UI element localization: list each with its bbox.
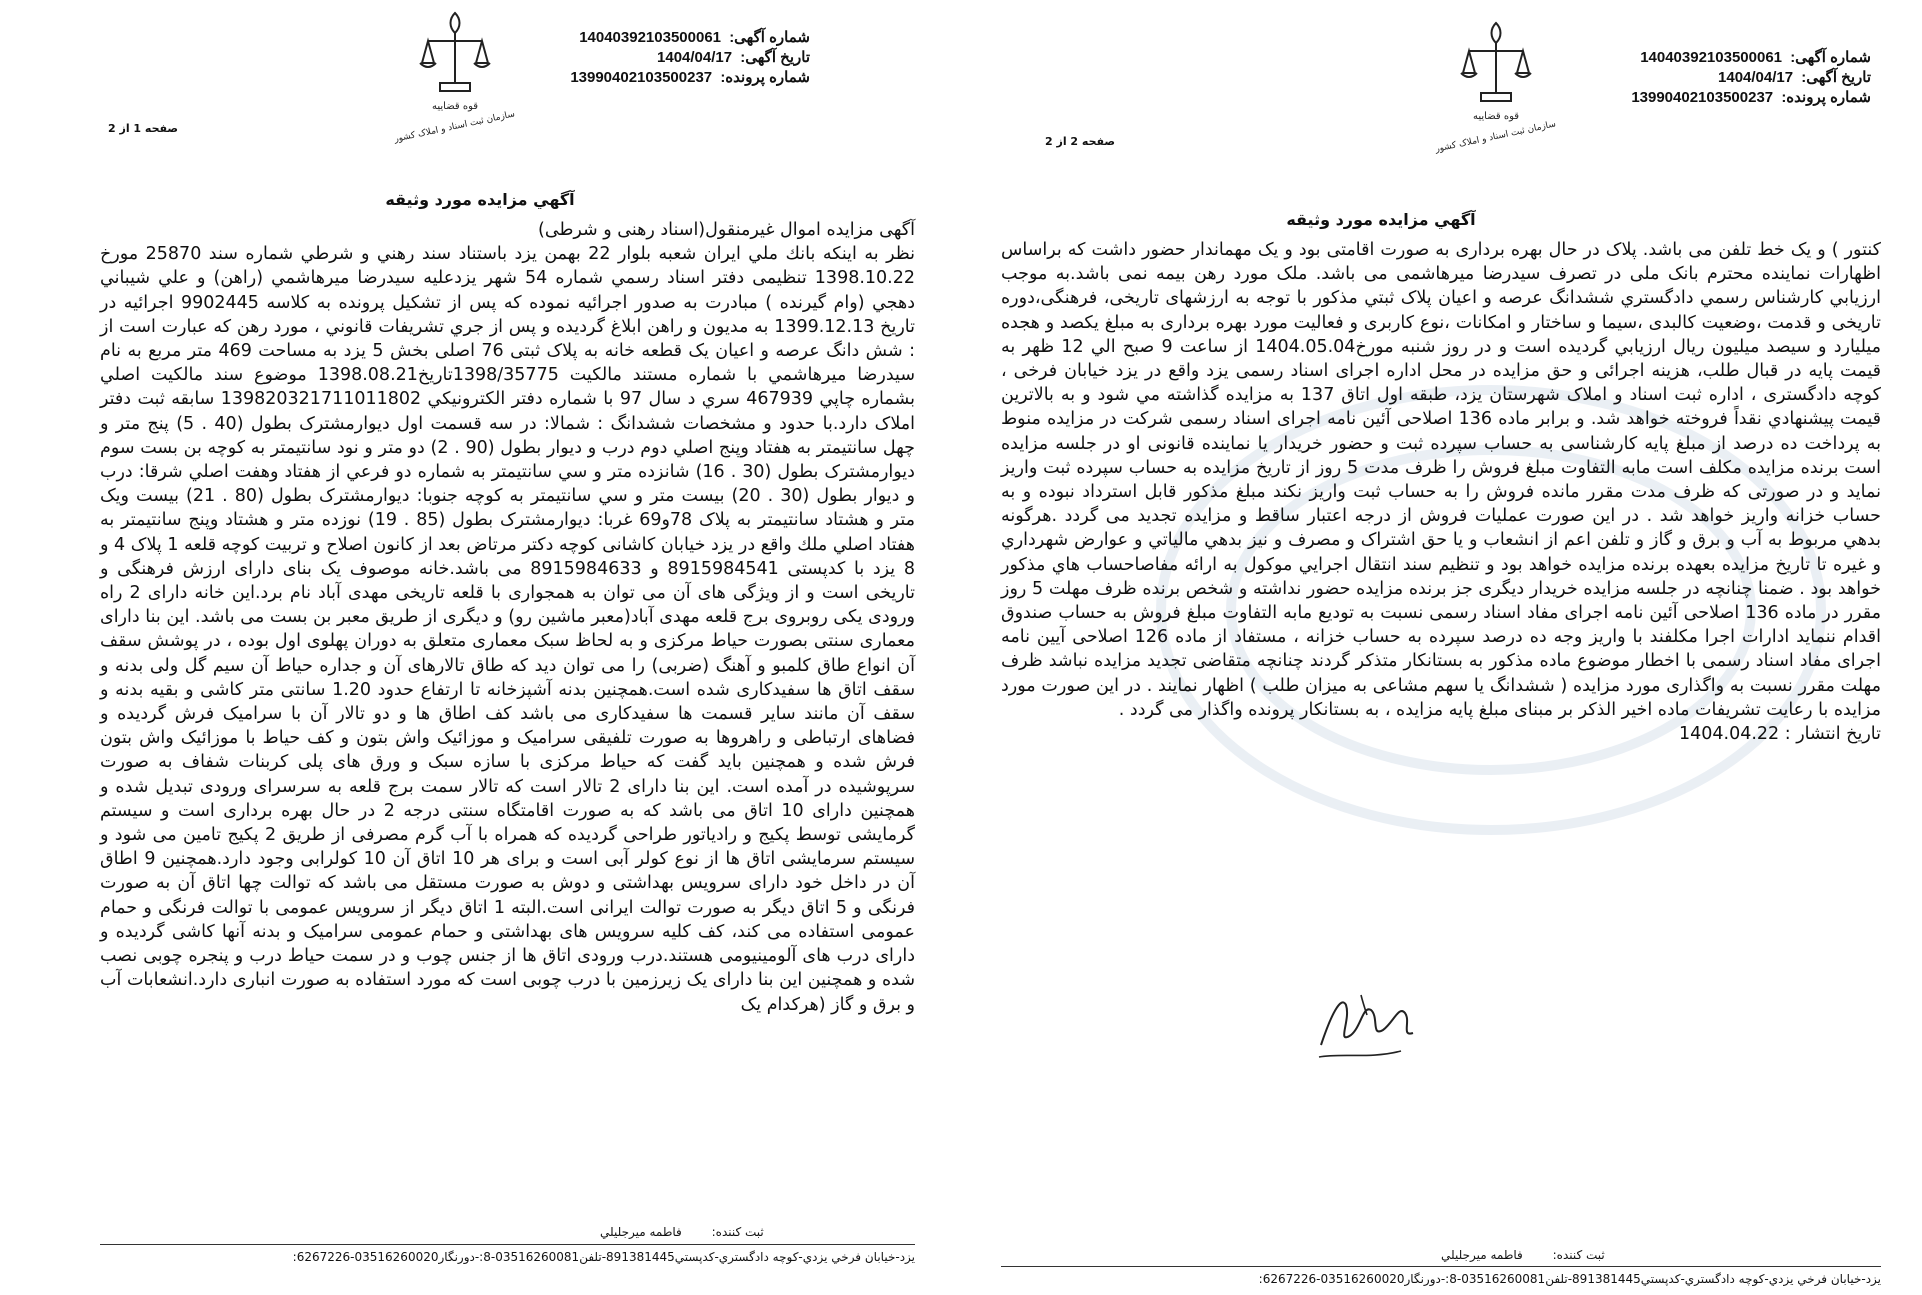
registrar-name: فاطمه ميرجليلي	[600, 1225, 682, 1239]
case-number: 13990402103500237	[1631, 89, 1774, 106]
registrar	[1441, 1248, 1605, 1262]
case-number-label: شماره پرونده:	[1781, 89, 1871, 106]
notice-date-label: تاریخ آگهی:	[740, 49, 810, 66]
judiciary-emblem-graphic	[1434, 15, 1557, 155]
emblem-org-name: سازمان ثبت اسناد و املاک کشور	[1434, 119, 1557, 155]
notice-number-row	[1551, 48, 1871, 68]
notice-date-label: تاریخ آگهی:	[1801, 69, 1871, 86]
notice-body-text: کنتور ) و یک خط تلفن می باشد. پلاک در حال بهره برداری به صورت اقامتی بود و یک مهماندار حضور داشت که براساس اظهارات نماینده محترم بانک ملی در تصرف سیدرضا میرهاشمی می باشد. ملک مورد رهن بیمه نمی باشد.به موجب ارزيابي كارشناس رسمي دادگستري ششدانگ عرصه و اعیان پلاک ثبتي مذکور با توجه به ارزشهای تاریخی، فرهنگی،دوره تاریخی و قدمت ،وضعیت کالبدی ،سیما و ساختار و امکانات ،نوع کاربری و فعالیت مورد بهره برداری به مبلغ یکصد و هجده میلیارد و سیصد میلیون ريال ارزيابي گرديده است و در روز شنبه مورخ1404.05.04 از ساعت 9 صبح الي 12 ظهر به قيمت پايه در قبال طلب، هزینه اجرائی و حق مزایده در محل اداره اجرای اسناد رسمی یزد واقع در يزد خيابان فرخی ، کوچه دادگستری ، اداره ثبت اسناد و املاک شهرستان یزد، طبقه اول اتاق 137 به مزايده گذاشته مي شود و به بالاترين قيمت پيشنهادي نقداً فروخته خواهد شد. و برابر ماده 136 اصلاحی آئین نامه اجرای اسناد رسمی شرکت در مزایده منوط به پرداخت ده درصد از مبلغ پایه کارشناسی به حساب سپرده ثبت و حضور خریدار یا نماینده قانونی او در جلسه مزایده است برنده مزایده مکلف است مابه التفاوت مبلغ فروش را ظرف مدت 5 روز از تاریخ مزایده به حساب سپرده ثبت واریز نماید و در صورتی که ظرف مدت مقرر مانده فروش را به حساب ثبت واریز نکند مبلغ مذکور قابل استرداد نبوده و به حساب خزانه واریز خواهد شد . در این صورت عملیات فروش از درجه اعتبار ساقط و مزایده تجدید می گردد .هرگونه بدهي مربوط به آب و برق و گاز و تلفن اعم از انشعاب و یا حق اشتراک و مصرف و نيز بدهي مالياتي و عوارض شهرداري و غيره تا تاريخ مزايده بعهده برنده مزايده خواهد بود و تنظيم سند انتقال اجرايي موكول به ارائه مفاصاحساب هاي مذكور خواهد بود . ضمنا چنانچه در جلسه مزایده خریدار دیگری جز برنده مزایده حضور نداشته و شخص برنده ظرف مهلت 5 روز مقرر در ماده 136 اصلاحی آئین نامه اجرای مفاد اسناد رسمی نسبت به توديع مابه التفاوت مبلغ فروش به حساب صندوق اقدام ننماید ادارات اجرا مکلفند با واریز وجه ده درصد سپرده به حساب خزانه ، مستفاد از ماده 126 اصلاحی آیین نامه اجرای مفاد اسناد رسمی با اخطار موضوع ماده مذکور به بستانکار متذکر گردند چنانچه متقاضی تجدید مزایده نباشد ظرف مهلت مقرر نسبت به واگذاری مورد مزایده ( ششدانگ یا سهم مشاعی به میزان طلب ) اظهار نمایند . در این صورت مورد مزایده با رعایت تشریفات ماده اخیر الذکر بر مبنای مبلغ پایه مزایده ، به بستانکار پرونده واگذار می گردد .	[1001, 240, 1882, 720]
case-number: 13990402103500237	[570, 69, 713, 86]
judiciary-emblem-icon	[393, 5, 516, 145]
footer-divider	[100, 1244, 915, 1245]
notice-number-label: شماره آگهی:	[729, 29, 810, 46]
notice-number: 14040392103500061	[579, 29, 722, 46]
page-2	[961, 0, 1922, 1295]
document-title: آگهي مزايده مورد وثيقه	[385, 190, 575, 209]
notice-date-row	[1551, 68, 1871, 88]
emblem-caption: قوه قضاییه	[431, 101, 479, 112]
notice-number-label: شماره آگهی:	[1790, 49, 1871, 66]
notice-date: 1404/04/17	[657, 49, 733, 66]
publish-date-row	[1001, 722, 1881, 746]
notice-body	[100, 218, 915, 1218]
registrar	[600, 1225, 764, 1239]
document-title: آگهي مزايده مورد وثيقه	[1286, 210, 1476, 229]
notice-number: 14040392103500061	[1640, 49, 1783, 66]
publish-date-label: تاريخ انتشار :	[1784, 724, 1881, 745]
page-indicator: صفحه 1 از 2	[108, 122, 179, 135]
registrar-label: ثبت كننده:	[1552, 1248, 1605, 1262]
notice-meta	[1551, 48, 1871, 108]
document-subtitle: آگهی مزایده اموال غیرمنقول(اسناد رهنی و شرطی)	[538, 220, 915, 240]
emblem-org-name: سازمان ثبت اسناد و املاک کشور	[393, 109, 516, 145]
registrar-label: ثبت كننده:	[711, 1225, 764, 1239]
judiciary-emblem-graphic	[393, 5, 516, 145]
case-number-label: شماره پرونده:	[720, 69, 810, 86]
publish-date: 1404.04.22	[1678, 724, 1780, 745]
registrar-name: فاطمه ميرجليلي	[1441, 1248, 1523, 1262]
notice-body-text: نظر به اینکه بانك ملي ايران شعبه بلوار 22 بهمن يزد باستناد سند رهني و شرطي شماره سند 25870 مورخ 1398.10.22 تنظيمی دفتر اسناد رسمي شماره 54 شهر يزدعليه سيدرضا ميرهاشمي (راهن) و علي شيباني دهجي (وام گيرنده ) مبادرت به صدور اجرائيه نموده كه پس از تشكيل پرونده به كلاسه 9902445 اجرائيه در تاريخ 1399.12.13 به مديون و راهن ابلاغ گرديده و پس از جري تشريفات قانوني ، مورد رهن كه عبارت است از : شش دانگ عرصه و اعيان يک قطعه خانه به پلاک ثبتی 76 اصلی بخش 5 یزد به مساحت 469 متر مربع به نام سیدرضا میرهاشمي با شماره مستند مالكيت 1398/35775تاريخ1398.08.21 موضوع سند مالكيت اصلي بشماره چاپي 467939 سري د سال 97 با شماره دفتر الكترونيكي 139820321711011802 سابقه ثبت دفتر املاک دارد.با حدود و مشخصات ششدانگ : شمالا: در سه قسمت اول دیوارمشترک بطول (40 . 5) پنج متر و چهل سانتيمتر به هفتاد وپنج اصلي دوم درب و ديوار بطول (90 . 2) دو متر و نود سانتیمتر به کوچه بن بست سوم ديوارمشترک بطول (30 . 16) شانزده متر و سي سانتيمتر به شماره دو فرعي از هفتاد وهفت اصلي شرقا: درب و ديوار بطول (30 . 20) بيست متر و سي سانتيمتر به كوچه جنوبا: ديوارمشترک بطول (80 . 21) بيست ويک متر و هشتاد سانتيمتر به پلاک 78و69 غربا: ديوارمشترک بطول (85 . 19) نوزده متر و هشتاد وپنج سانتيمتر به هفتاد اصلي ملك واقع در یزد خیابان کاشانی کوچه دكتر مرتاض بعد از كانون اصلاح و تربيت کوچه قلعه 1 پلاک 4 و 8 یزد با کدپستی 8915984541 و 8915984633 می باشد.خانه موصوف یک بنای دارای ارزش فرهنگی و تاریخی است و از ویژگی های آن می توان به همجواری با قلعه تاریخی مهدی آباد نام برد.این خانه دارای 2 راه ورودی یکی روبروی برج قلعه مهدی آباد(معبر ماشین رو) و دیگری از طریق معبر بن بست می باشد. این بنا دارای معماری سنتی بصورت حیاط مرکزی و به لحاظ سبک معماری متعلق به دوران پهلوی اول بوده ، در پوشش سقف آن انواع طاق کلمبو و آهنگ (ضربی) را می توان دید که طاق تالارهای آن و جداره حیاط آن سیم گل ولی بدنه و سقف اتاق ها سفیدکاری شده است.همچنین بدنه آشپزخانه تا ارتفاع حدود 1.20 سانتی متر کاشی و بقیه بدنه و سقف آن مانند سایر قسمت ها سفیدکاری می باشد کف اطاق ها و دو تالار آن با سرامیک فرش گردیده و فضاهای ارتباطی و راهروها به صورت تلفیقی سرامیک و موزائیک واش بتون و کف حیاط با موزائیک واش بتون فرش شده و همچنین باید گفت که حیاط مرکزی با سازه سبک و ورق های پلی کربنات شفاف به صورت سرپوشیده در آمده است. این بنا دارای 2 تالار است که تالار سمت برج قلعه به سرسرای ورودی تبدیل شده و همچنین دارای 10 اتاق می باشد که به صورت اقامتگاه سنتی درجه 2 در حال بهره برداری است و سیستم گرمایشی توسط پکیج و رادیاتور طراحی گردیده که همراه با آب گرم مصرفی از طریق 2 پکیج تامین می شود و سیستم سرمایشی اتاق ها از نوع کولر آبی است و برای هر 10 اتاق آن 10 کولرابی وجود دارد.همچنین 9 اطاق آن در داخل خود دارای سرویس بهداشتی و دوش به صورت مستقل می باشد که توالت چها اتاق آن به صورت فرنگی و 5 اتاق دیگر به صورت توالت ایرانی است.البته 1 اتاق دیگر از سرویس عمومی با توالت فرنگی و حمام عمومی استفاده می کند، کف کلیه سرویس های بهداشتی و حمام عمومی سرامیک و بدنه آنها کاشی گردیده و دارای درب های آلومینیومی هستند.درب ورودی اتاق ها از جنس چوب و در سمت حیاط درب و پنجره چوبی نصب شده و همچنین این بنا دارای یک زیرزمین با درب چوبی است که مورد استفاده به صورت انباری دارد.انشعابات آب و برق و گاز (هرکدام یک	[100, 244, 916, 1015]
footer-address: يزد-خيابان فرخي يزدي-كوچه دادگستري-كدپستي891381445-تلفن03516260081-8:-دورنگار03516260020-6267226:	[1258, 1272, 1881, 1286]
footer-divider	[1001, 1266, 1881, 1267]
notice-date: 1404/04/17	[1718, 69, 1794, 86]
judiciary-emblem-icon	[1434, 15, 1557, 155]
signature-icon	[1301, 975, 1441, 1075]
page-indicator: صفحه 2 از 2	[1045, 135, 1116, 148]
notice-body	[1001, 238, 1881, 928]
footer-address: يزد-خيابان فرخي يزدي-كوچه دادگستري-كدپستي891381445-تلفن03516260081-8:-دورنگار03516260020-6267226:	[292, 1250, 915, 1264]
emblem-caption: قوه قضاییه	[1472, 111, 1520, 122]
case-number-row	[1551, 88, 1871, 108]
